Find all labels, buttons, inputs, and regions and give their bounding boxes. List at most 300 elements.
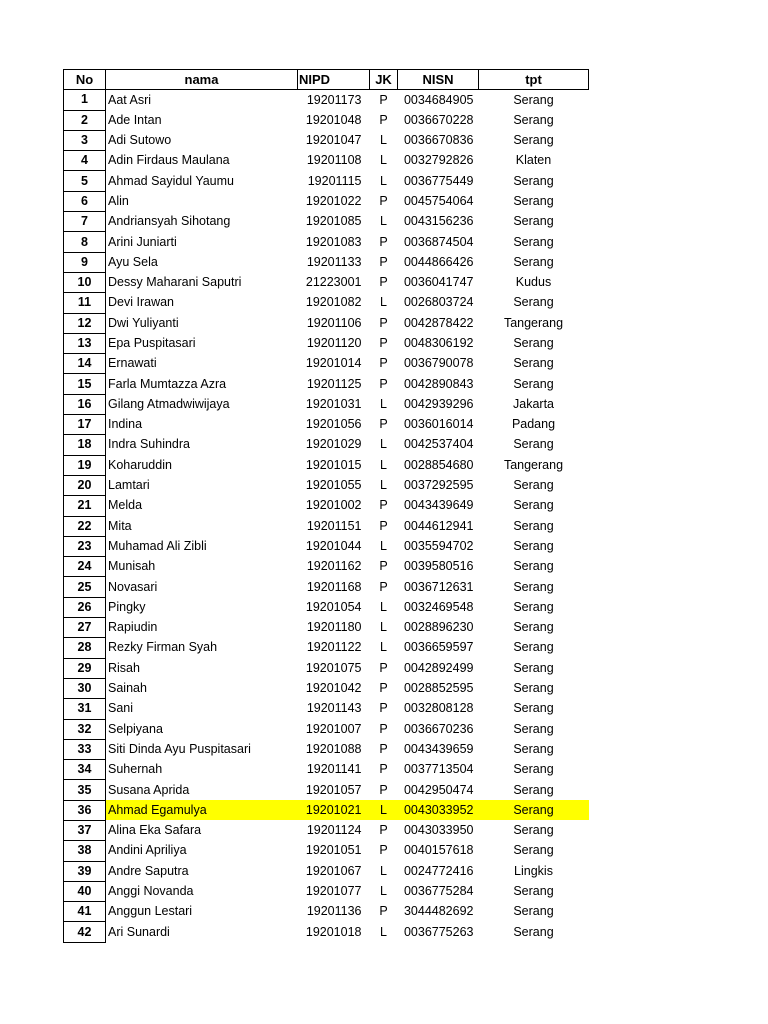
- no-cell: 3: [64, 130, 106, 150]
- no-cell: 15: [64, 374, 106, 394]
- nisn-cell: 0035594702: [403, 538, 474, 553]
- no-cell: 23: [64, 536, 106, 556]
- no-cell: 1: [64, 90, 106, 110]
- nisn-cell: 0036670228: [403, 112, 474, 127]
- nama-cell: Sani: [108, 701, 134, 716]
- jk-cell: P: [379, 193, 388, 208]
- table-row: [64, 435, 589, 455]
- nama-cell: Dwi Yuliyanti: [108, 315, 179, 330]
- no-cell: 25: [64, 577, 106, 597]
- nisn-cell: 0036775263: [403, 924, 474, 939]
- nipd-cell: 19201031: [305, 396, 362, 411]
- nisn-cell: 0034684905: [403, 92, 474, 107]
- nisn-cell: 0045754064: [403, 193, 474, 208]
- jk-cell: L: [380, 173, 387, 188]
- no-cell: 11: [64, 293, 106, 313]
- jk-cell: L: [380, 396, 387, 411]
- table-row: [64, 90, 589, 110]
- nisn-cell: 0036041747: [403, 275, 474, 290]
- nipd-cell: 19201173: [306, 92, 362, 107]
- nama-cell: Munisah: [108, 559, 156, 574]
- jk-cell: P: [379, 275, 388, 290]
- nisn-cell: 0042890843: [403, 376, 474, 391]
- tpt-cell: Serang: [513, 376, 554, 391]
- nama-cell: Farla Mumtazza Azra: [108, 376, 227, 391]
- nama-cell: Alina Eka Safara: [108, 823, 202, 838]
- no-cell: 19: [64, 455, 106, 475]
- nipd-cell: 19201083: [305, 234, 362, 249]
- no-cell: 7: [64, 212, 106, 232]
- nama-cell: Adi Sutowo: [108, 133, 172, 148]
- nipd-cell: 19201075: [305, 660, 362, 675]
- column-header-no: No: [64, 70, 106, 90]
- nama-cell: Ernawati: [108, 356, 157, 371]
- jk-cell: P: [379, 356, 388, 371]
- nama-cell: Mita: [108, 518, 132, 533]
- nama-cell: Susana Aprida: [108, 782, 190, 797]
- no-cell: 24: [64, 557, 106, 577]
- nipd-cell: 19201180: [306, 620, 362, 635]
- tpt-cell: Serang: [513, 112, 554, 127]
- no-cell: 32: [64, 719, 106, 739]
- jk-cell: L: [380, 478, 387, 493]
- nama-cell: Dessy Maharani Saputri: [108, 275, 242, 290]
- nisn-cell: 0032469548: [403, 599, 474, 614]
- column-header-tpt: tpt: [479, 70, 589, 90]
- no-cell: 30: [64, 678, 106, 698]
- nama-cell: Koharuddin: [108, 457, 172, 472]
- no-cell: 10: [64, 272, 106, 292]
- jk-cell: P: [379, 741, 388, 756]
- nisn-cell: 0042537404: [403, 437, 474, 452]
- no-cell: 37: [64, 820, 106, 840]
- tpt-cell: Serang: [513, 904, 554, 919]
- nisn-cell: 0032792826: [403, 153, 474, 168]
- nisn-cell: 0036775284: [403, 884, 474, 899]
- nisn-cell: 0044612941: [403, 518, 474, 533]
- table-row: [64, 374, 589, 394]
- tpt-cell: Serang: [513, 356, 554, 371]
- jk-cell: L: [380, 133, 387, 148]
- jk-cell: L: [380, 538, 387, 553]
- no-cell: 35: [64, 780, 106, 800]
- nipd-cell: 19201077: [305, 884, 362, 899]
- nipd-cell: 19201133: [306, 254, 362, 269]
- table-row: [64, 739, 589, 759]
- nama-cell: Adin Firdaus Maulana: [108, 153, 230, 168]
- table-row: [64, 760, 589, 780]
- nipd-cell: 19201042: [305, 681, 362, 696]
- table-row: [64, 313, 589, 333]
- nipd-cell: 19201055: [305, 478, 362, 493]
- nipd-cell: 19201054: [305, 599, 362, 614]
- nama-cell: Lamtari: [108, 478, 150, 493]
- nipd-cell: 19201048: [305, 112, 362, 127]
- no-cell: 40: [64, 881, 106, 901]
- nipd-cell: 19201125: [306, 376, 362, 391]
- no-cell: 4: [64, 151, 106, 171]
- no-cell: 22: [64, 516, 106, 536]
- column-header-nisn: NISN: [398, 70, 479, 90]
- table-row: [64, 536, 589, 556]
- table-row: [64, 415, 589, 435]
- table-row: [64, 881, 589, 901]
- tpt-cell: Serang: [479, 800, 589, 820]
- nisn-cell: 0036712631: [403, 579, 474, 594]
- tpt-cell: Serang: [513, 579, 554, 594]
- nipd-cell: 19201088: [305, 741, 362, 756]
- nama-cell: Andriansyah Sihotang: [108, 214, 231, 229]
- nisn-cell: 0037713504: [403, 762, 474, 777]
- no-cell: 14: [64, 354, 106, 374]
- nama-cell: Ahmad Sayidul Yaumu: [108, 173, 235, 188]
- nisn-cell: 0043439659: [403, 741, 474, 756]
- nisn-cell: 0037292595: [403, 478, 474, 493]
- table-row: [64, 191, 589, 211]
- nipd-cell: 19201067: [305, 863, 362, 878]
- table-row: [64, 618, 589, 638]
- nama-cell: Arini Juniarti: [108, 234, 177, 249]
- no-cell: 2: [64, 110, 106, 130]
- table-row: [64, 272, 589, 292]
- nama-cell: Epa Puspitasari: [108, 336, 196, 350]
- nama-cell: Novasari: [108, 579, 158, 594]
- table-row: [64, 861, 589, 881]
- jk-cell: P: [379, 559, 388, 574]
- jk-cell: L: [380, 924, 387, 939]
- header-row: [64, 70, 589, 90]
- jk-cell: P: [379, 498, 388, 513]
- nama-cell: Alin: [108, 193, 129, 208]
- nama-cell: Muhamad Ali Zibli: [108, 538, 207, 553]
- nisn-cell: 0036016014: [403, 417, 474, 432]
- no-cell: 18: [64, 435, 106, 455]
- tpt-cell: Serang: [513, 193, 554, 208]
- tpt-cell: Serang: [513, 599, 554, 614]
- table-row: [64, 820, 589, 840]
- jk-cell: P: [379, 315, 388, 330]
- nipd-cell: 19201047: [305, 133, 362, 148]
- jk-cell: P: [379, 92, 388, 107]
- nama-cell: Ahmad Egamulya: [106, 800, 298, 820]
- nipd-cell: 19201151: [306, 518, 362, 533]
- nisn-cell: 0042878422: [403, 315, 474, 330]
- tpt-cell: Serang: [513, 295, 554, 310]
- tpt-cell: Serang: [513, 782, 554, 797]
- tpt-cell: Serang: [513, 620, 554, 635]
- jk-cell: P: [379, 782, 388, 797]
- table-row: [64, 354, 589, 374]
- nisn-cell: 0028852595: [403, 681, 474, 696]
- tpt-cell: Serang: [513, 701, 554, 716]
- tpt-cell: Klaten: [515, 153, 552, 168]
- no-cell: 16: [64, 394, 106, 414]
- tpt-cell: Lingkis: [514, 863, 553, 878]
- jk-cell: P: [379, 518, 388, 533]
- tpt-cell: Kudus: [515, 275, 552, 290]
- no-cell: 38: [64, 841, 106, 861]
- jk-cell: L: [380, 153, 387, 168]
- no-cell: 17: [64, 415, 106, 435]
- jk-cell: L: [380, 214, 387, 229]
- table-row: [64, 516, 589, 536]
- tpt-cell: Serang: [513, 336, 554, 350]
- column-header-nama: nama: [106, 70, 298, 90]
- no-cell: 6: [64, 191, 106, 211]
- nipd-cell: 19201022: [305, 193, 362, 208]
- nipd-cell: 19201014: [305, 356, 362, 371]
- nisn-cell: 0043156236: [403, 214, 474, 229]
- nama-cell: Suhernah: [108, 762, 163, 777]
- tpt-cell: Serang: [513, 133, 554, 148]
- nama-cell: Ayu Sela: [108, 254, 158, 269]
- no-cell: 26: [64, 597, 106, 617]
- nama-cell: Risah: [108, 660, 140, 675]
- nisn-cell: 3044482692: [403, 904, 474, 919]
- nisn-cell: 0024772416: [403, 863, 474, 878]
- tpt-cell: Serang: [513, 843, 554, 858]
- no-cell: 41: [64, 902, 106, 922]
- table-row: [64, 902, 589, 922]
- jk-cell: L: [380, 437, 387, 452]
- jk-cell: P: [379, 843, 388, 858]
- no-cell: 31: [64, 699, 106, 719]
- nipd-cell: 19201162: [306, 559, 362, 574]
- nama-cell: Pingky: [108, 599, 146, 614]
- jk-cell: L: [380, 640, 387, 655]
- jk-cell: P: [379, 762, 388, 777]
- nisn-cell: 0043033952: [398, 800, 479, 820]
- no-cell: 12: [64, 313, 106, 333]
- nisn-cell: 0042892499: [403, 660, 474, 675]
- jk-cell: P: [379, 660, 388, 675]
- nama-cell: Ade Intan: [108, 112, 162, 127]
- jk-cell: P: [379, 417, 388, 432]
- nama-cell: Sainah: [108, 681, 147, 696]
- tpt-cell: Serang: [513, 518, 554, 533]
- jk-cell: P: [379, 823, 388, 838]
- jk-cell: L: [380, 884, 387, 899]
- no-cell: 21: [64, 496, 106, 516]
- tpt-cell: Serang: [513, 234, 554, 249]
- tpt-cell: Serang: [513, 92, 554, 107]
- nisn-cell: 0026803724: [403, 295, 474, 310]
- nisn-cell: 0028854680: [403, 457, 474, 472]
- nisn-cell: 0042950474: [403, 782, 474, 797]
- jk-cell: L: [380, 295, 387, 310]
- no-cell: 39: [64, 861, 106, 881]
- nisn-cell: 0040157618: [403, 843, 474, 858]
- nipd-cell: 19201056: [305, 417, 362, 432]
- nipd-cell: 19201015: [305, 457, 362, 472]
- no-cell: 34: [64, 760, 106, 780]
- tpt-cell: Serang: [513, 173, 554, 188]
- no-cell: 28: [64, 638, 106, 658]
- jk-cell: L: [380, 620, 387, 635]
- nisn-cell: 0043033950: [403, 823, 474, 838]
- nipd-cell: 19201018: [305, 924, 362, 939]
- nipd-cell: 19201106: [306, 315, 362, 330]
- nisn-cell: 0039580516: [403, 559, 474, 574]
- nipd-cell: 19201122: [306, 640, 362, 655]
- nipd-cell: 19201124: [306, 823, 362, 838]
- student-table-sheet: [63, 69, 589, 943]
- table-row: [64, 333, 589, 353]
- nipd-cell: 19201051: [305, 843, 362, 858]
- nama-cell: Selpiyana: [108, 721, 163, 736]
- table-row: [64, 232, 589, 252]
- nipd-cell: 19201136: [306, 904, 362, 919]
- table-row: [64, 577, 589, 597]
- tpt-cell: Serang: [513, 823, 554, 838]
- no-cell: 8: [64, 232, 106, 252]
- table-row-highlighted: [64, 800, 589, 820]
- nipd-cell: 19201120: [306, 336, 362, 350]
- nama-cell: Anggi Novanda: [108, 884, 194, 899]
- no-cell: 42: [64, 922, 106, 942]
- tpt-cell: Serang: [513, 660, 554, 675]
- no-cell: 5: [64, 171, 106, 191]
- nisn-cell: 0042939296: [403, 396, 474, 411]
- table-row: [64, 719, 589, 739]
- table-row: [64, 394, 589, 414]
- nisn-cell: 0032808128: [403, 701, 474, 716]
- tpt-cell: Serang: [513, 559, 554, 574]
- nama-cell: Rapiudin: [108, 620, 158, 635]
- tpt-cell: Serang: [513, 254, 554, 269]
- jk-cell: P: [379, 376, 388, 391]
- nisn-cell: 0036790078: [403, 356, 474, 371]
- jk-cell: P: [379, 234, 388, 249]
- nipd-cell: 19201007: [305, 721, 362, 736]
- nisn-cell: 0036659597: [403, 640, 474, 655]
- tpt-cell: Serang: [513, 640, 554, 655]
- tpt-cell: Jakarta: [513, 396, 554, 411]
- nisn-cell: 0043439649: [403, 498, 474, 513]
- nipd-cell: 19201143: [306, 701, 362, 716]
- no-cell: 27: [64, 618, 106, 638]
- nipd-cell: 19201115: [307, 173, 362, 188]
- table-row: [64, 678, 589, 698]
- column-header-jk: JK: [370, 70, 398, 90]
- nipd-cell: 19201002: [305, 498, 362, 513]
- tpt-cell: Serang: [513, 741, 554, 756]
- table-row: [64, 496, 589, 516]
- table-row: [64, 699, 589, 719]
- nama-cell: Melda: [108, 498, 143, 513]
- jk-cell: P: [379, 701, 388, 716]
- no-cell: 13: [64, 333, 106, 353]
- nama-cell: Devi Irawan: [108, 295, 174, 310]
- tpt-cell: Tangerang: [503, 457, 564, 472]
- jk-cell: P: [379, 904, 388, 919]
- no-cell: 29: [64, 658, 106, 678]
- nipd-cell: 21223001: [305, 275, 362, 290]
- tpt-cell: Serang: [513, 498, 554, 513]
- nipd-cell: 19201044: [305, 538, 362, 553]
- nipd-cell: 19201021: [298, 800, 370, 820]
- table-row: [64, 130, 589, 150]
- nama-cell: Siti Dinda Ayu Puspitasari: [108, 741, 251, 756]
- nipd-cell: 19201029: [305, 437, 362, 452]
- table-row: [64, 922, 589, 942]
- nama-cell: Ari Sunardi: [108, 924, 170, 939]
- nama-cell: Aat Asri: [108, 92, 152, 107]
- jk-cell: P: [379, 721, 388, 736]
- column-header-nipd: NIPD: [298, 70, 370, 90]
- jk-cell: P: [379, 681, 388, 696]
- table-row: [64, 557, 589, 577]
- nama-cell: Gilang Atmadwiwijaya: [108, 396, 230, 411]
- table-row: [64, 638, 589, 658]
- nama-cell: Andre Saputra: [108, 863, 189, 878]
- table-row: [64, 171, 589, 191]
- nama-cell: Indina: [108, 417, 143, 432]
- nisn-cell: 0036670836: [403, 133, 474, 148]
- table-row: [64, 841, 589, 861]
- no-cell: 36: [64, 800, 106, 820]
- nipd-cell: 19201168: [306, 579, 362, 594]
- nipd-cell: 19201057: [305, 782, 362, 797]
- tpt-cell: Tangerang: [503, 315, 564, 330]
- nipd-cell: 19201085: [305, 214, 362, 229]
- jk-cell: P: [379, 112, 388, 127]
- tpt-cell: Serang: [513, 884, 554, 899]
- tpt-cell: Serang: [513, 437, 554, 452]
- tpt-cell: Serang: [513, 538, 554, 553]
- jk-cell: L: [380, 863, 387, 878]
- tpt-cell: Serang: [513, 681, 554, 696]
- tpt-cell: Serang: [513, 214, 554, 229]
- table-body: [64, 90, 589, 942]
- no-cell: 33: [64, 739, 106, 759]
- nipd-cell: 19201082: [305, 295, 362, 310]
- table-row: [64, 212, 589, 232]
- student-table: [63, 69, 589, 943]
- table-row: [64, 597, 589, 617]
- nisn-cell: 0048306192: [403, 336, 474, 350]
- nipd-cell: 19201108: [306, 153, 362, 168]
- table-row: [64, 658, 589, 678]
- nisn-cell: 0036874504: [403, 234, 474, 249]
- tpt-cell: Padang: [511, 417, 556, 432]
- jk-cell: P: [379, 336, 388, 350]
- table-row: [64, 293, 589, 313]
- tpt-cell: Serang: [513, 478, 554, 493]
- nisn-cell: 0036670236: [403, 721, 474, 736]
- tpt-cell: Serang: [513, 721, 554, 736]
- table-row: [64, 455, 589, 475]
- nisn-cell: 0028896230: [403, 620, 474, 635]
- nipd-cell: 19201141: [306, 762, 362, 777]
- table-row: [64, 110, 589, 130]
- nama-cell: Andini Apriliya: [108, 843, 187, 858]
- nisn-cell: 0036775449: [403, 173, 474, 188]
- table-row: [64, 151, 589, 171]
- table-row: [64, 475, 589, 495]
- tpt-cell: Serang: [513, 762, 554, 777]
- nama-cell: Rezky Firman Syah: [108, 640, 218, 655]
- no-cell: 9: [64, 252, 106, 272]
- jk-cell: L: [370, 800, 398, 820]
- nama-cell: Indra Suhindra: [108, 437, 191, 452]
- jk-cell: P: [379, 254, 388, 269]
- table-row: [64, 780, 589, 800]
- jk-cell: P: [379, 579, 388, 594]
- no-cell: 20: [64, 475, 106, 495]
- tpt-cell: Serang: [513, 924, 554, 939]
- jk-cell: L: [380, 457, 387, 472]
